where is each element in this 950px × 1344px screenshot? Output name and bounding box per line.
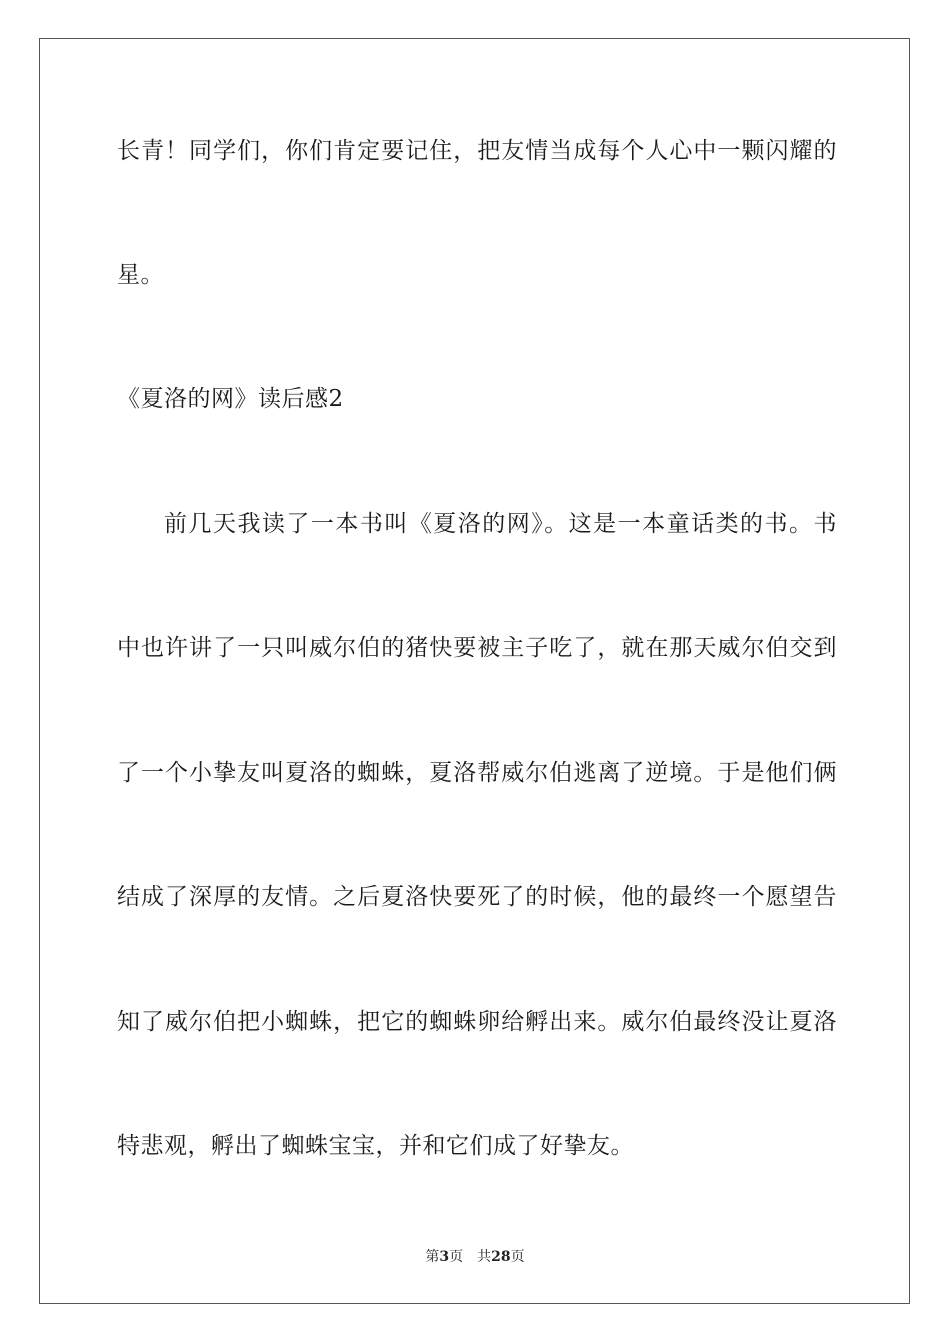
page-prefix: 第 [425, 1249, 440, 1265]
page-current: 3 [439, 1249, 450, 1265]
page-suffix: 页 [449, 1249, 464, 1265]
page-total: 28 [491, 1249, 511, 1265]
page-border [39, 38, 910, 1304]
page-footer [0, 1248, 950, 1266]
paragraph-line-4: 中也许讲了一只叫威尔伯的猪快要被主子吃了，就在那天威尔伯交到 [117, 635, 837, 661]
paragraph-line-8: 特悲观，孵出了蜘蛛宝宝，并和它们成了好挚友。 [117, 1133, 634, 1159]
section-heading: 《夏洛的网》读后感2 [117, 386, 344, 412]
paragraph-line-3: 前几天我读了一本书叫《夏洛的网》。这是一本童话类的书。书 [164, 511, 837, 537]
paragraph-line-1: 长青！同学们，你们肯定要记住，把友情当成每个人心中一颗闪耀的 [117, 138, 837, 164]
paragraph-line-7: 知了威尔伯把小蜘蛛，把它的蜘蛛卵给孵出来。威尔伯最终没让夏洛 [117, 1009, 837, 1035]
total-suffix: 页 [510, 1249, 525, 1265]
total-prefix: 共 [477, 1249, 492, 1265]
paragraph-line-5: 了一个小挚友叫夏洛的蜘蛛，夏洛帮威尔伯逃离了逆境。于是他们俩 [117, 760, 837, 786]
paragraph-line-2: 星。 [117, 262, 164, 288]
paragraph-line-6: 结成了深厚的友情。之后夏洛快要死了的时候，他的最终一个愿望告 [117, 884, 837, 910]
